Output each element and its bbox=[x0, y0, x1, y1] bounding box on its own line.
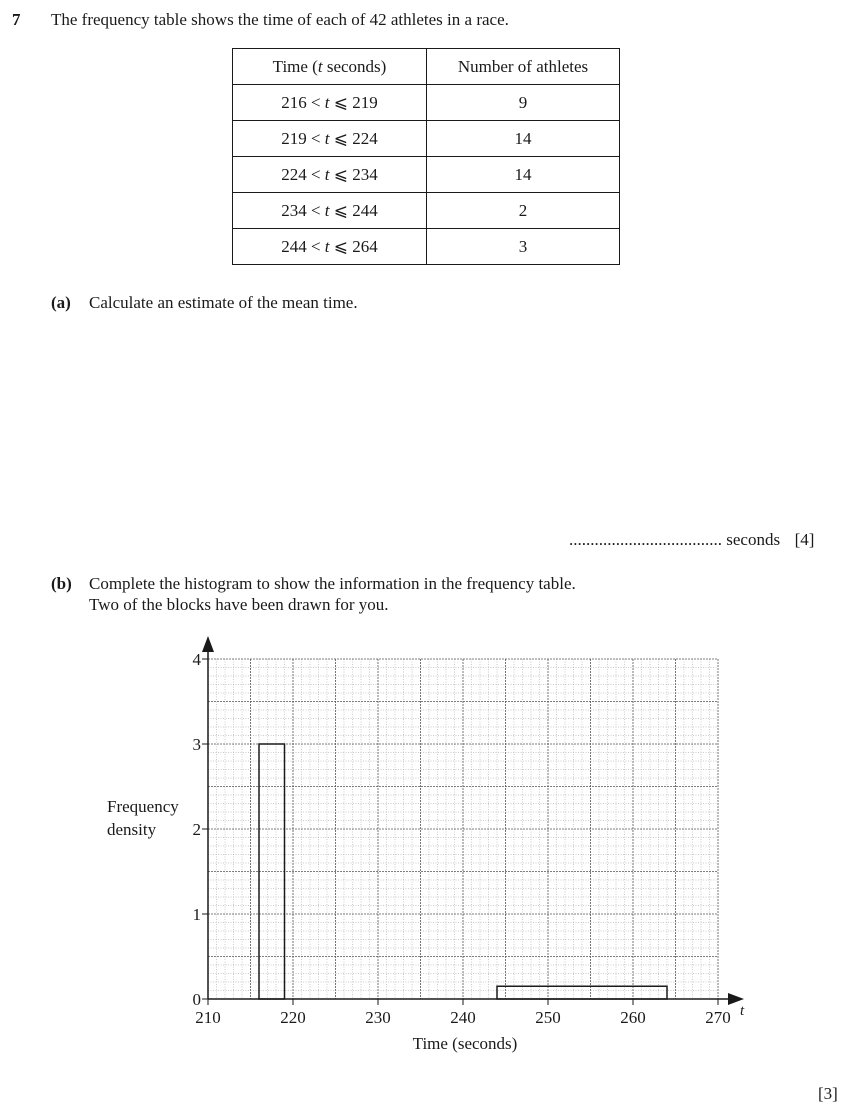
header-count: Number of athletes bbox=[427, 49, 620, 85]
athlete-count-cell: 3 bbox=[427, 229, 620, 265]
x-axis-label: Time (seconds) bbox=[412, 1034, 518, 1053]
y-axis-label-line1: Frequency bbox=[107, 797, 179, 816]
athlete-count-cell: 14 bbox=[427, 157, 620, 193]
x-tick-label: 240 bbox=[450, 1008, 476, 1027]
y-tick-label: 3 bbox=[192, 735, 201, 754]
y-tick-label: 0 bbox=[192, 990, 201, 1009]
question-number: 7 bbox=[12, 10, 21, 29]
answer-dots: .................................... bbox=[569, 530, 722, 549]
header-time: Time (t seconds) bbox=[233, 49, 427, 85]
part-b-text-line2: Two of the blocks have been drawn for you. bbox=[89, 595, 389, 614]
time-interval-cell: 234 < t ⩽ 244 bbox=[233, 193, 427, 229]
y-axis-arrow-icon bbox=[202, 636, 214, 652]
y-tick-label: 2 bbox=[192, 820, 201, 839]
athlete-count-cell: 2 bbox=[427, 193, 620, 229]
x-axis-variable: t bbox=[740, 1003, 745, 1019]
x-tick-label: 260 bbox=[620, 1008, 646, 1027]
question-intro: The frequency table shows the time of each of 42 athletes in a race. bbox=[51, 10, 509, 29]
y-tick-label: 1 bbox=[192, 905, 201, 924]
time-interval-cell: 219 < t ⩽ 224 bbox=[233, 121, 427, 157]
x-tick-label: 210 bbox=[195, 1008, 221, 1027]
time-interval-cell: 244 < t ⩽ 264 bbox=[233, 229, 427, 265]
x-tick-label: 220 bbox=[280, 1008, 306, 1027]
x-tick-label: 270 bbox=[705, 1008, 731, 1027]
y-tick-label: 4 bbox=[192, 650, 201, 669]
athlete-count-cell: 14 bbox=[427, 121, 620, 157]
part-b-marks: [3] bbox=[818, 1084, 838, 1103]
answer-unit: seconds bbox=[726, 530, 781, 549]
part-a-text: Calculate an estimate of the mean time. bbox=[89, 293, 358, 312]
y-axis-label-line2: density bbox=[107, 820, 157, 839]
part-a-label: (a) bbox=[51, 293, 71, 312]
time-interval-cell: 216 < t ⩽ 219 bbox=[233, 85, 427, 121]
part-b-text-line1: Complete the histogram to show the information in the frequency table. bbox=[89, 574, 576, 593]
athlete-count-cell: 9 bbox=[427, 85, 620, 121]
part-b-label: (b) bbox=[51, 574, 72, 593]
x-tick-label: 230 bbox=[365, 1008, 391, 1027]
x-tick-label: 250 bbox=[535, 1008, 561, 1027]
part-a-marks: [4] bbox=[794, 530, 815, 549]
time-interval-cell: 224 < t ⩽ 234 bbox=[233, 157, 427, 193]
